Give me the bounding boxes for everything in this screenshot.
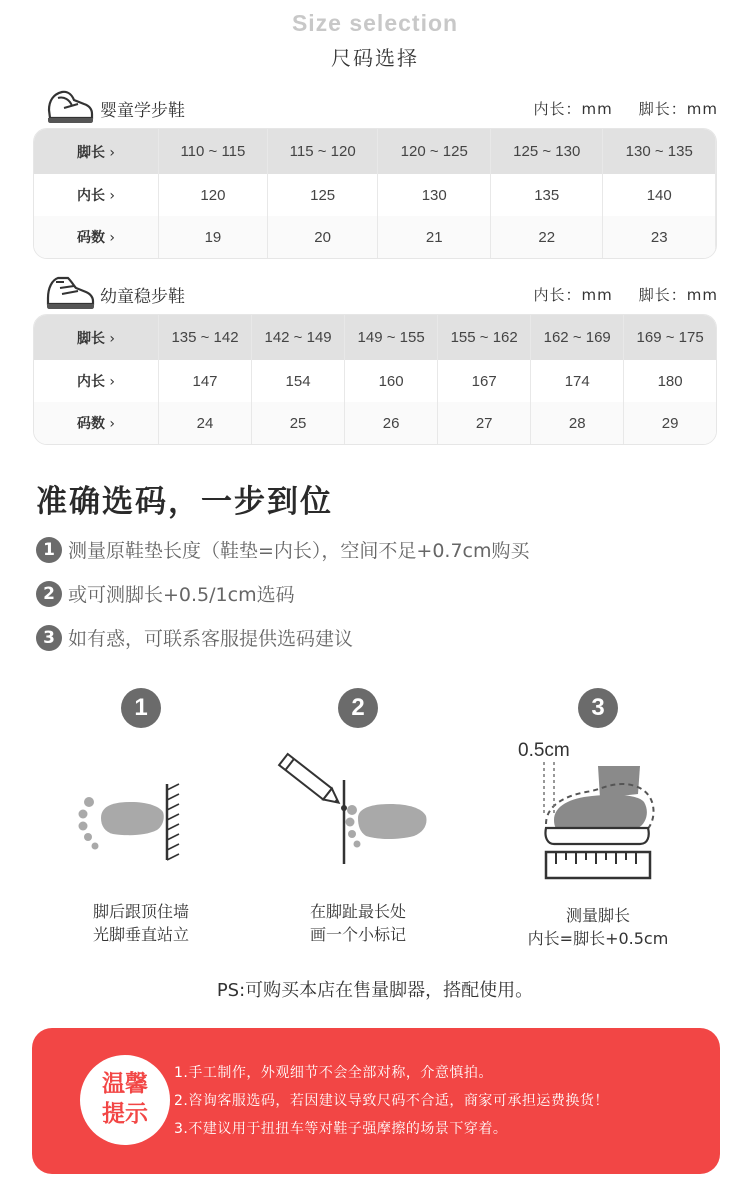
cell: 28 (531, 402, 624, 444)
shoe-ruler-icon (488, 740, 708, 890)
foot-against-wall-icon (31, 740, 251, 890)
cell: 140 (603, 174, 716, 216)
cell: 169 ~ 175 (624, 315, 716, 360)
tip-number: 2 (36, 581, 62, 607)
badge-line: 温馨 (102, 1071, 148, 1097)
measure-label: 0.5cm (518, 740, 570, 761)
notice-item: 1.手工制作，外观细节不会全部对称，介意慎拍。 (174, 1065, 493, 1081)
tip-number: 1 (36, 537, 62, 563)
cell: 130 ~ 135 (603, 129, 716, 174)
cell: 147 (159, 360, 252, 402)
cell: 155 ~ 162 (438, 315, 531, 360)
step-caption (31, 900, 251, 946)
unit-inner: 内长：mm (533, 286, 613, 304)
cell: 120 ~ 125 (378, 129, 491, 174)
step-number: 2 (338, 688, 378, 728)
cell: 167 (438, 360, 531, 402)
cell: 174 (531, 360, 624, 402)
step-number: 3 (578, 688, 618, 728)
unit-foot: 脚长：mm (638, 286, 718, 304)
cell: 29 (624, 402, 716, 444)
row-label: 脚长 › (34, 129, 159, 174)
title-zh: 尺码选择 (331, 46, 419, 70)
caption-line: 在脚趾最长处 (309, 902, 406, 921)
cell: 135 (491, 174, 604, 216)
caption-line: 脚后跟顶住墙 (92, 902, 189, 921)
ps-note: PS:可购买本店在售量脚器，搭配使用。 (216, 980, 534, 1001)
cell: 23 (603, 216, 716, 258)
row-label: 内长 › (34, 174, 159, 216)
cell: 20 (268, 216, 379, 258)
step-1 (31, 688, 251, 958)
tip-item (36, 624, 353, 651)
table-row (34, 315, 716, 360)
cell: 154 (252, 360, 345, 402)
title-en: Size selection (291, 10, 459, 36)
badge-line: 提示 (102, 1101, 148, 1127)
guide-heading: 准确选码，一步到位 (36, 484, 333, 520)
notice-list (174, 1059, 609, 1143)
unit-foot: 脚长：mm (638, 100, 718, 118)
cell: 180 (657, 372, 683, 390)
tip-item (36, 536, 530, 563)
table-row (34, 174, 716, 216)
row-label: 内长 › (34, 360, 159, 402)
cell: 26 (345, 402, 438, 444)
tip-text: 测量原鞋垫长度（鞋垫=内长），空间不足+0.7cm购买 (68, 540, 530, 562)
sneaker-icon (44, 272, 96, 312)
category-name: 婴童学步鞋 (100, 101, 185, 121)
tip-text: 或可测脚长+0.5/1cm选码 (68, 584, 295, 606)
cell: 142 ~ 149 (252, 315, 345, 360)
step-2 (248, 688, 468, 958)
pencil-mark-icon (248, 740, 468, 890)
table-row (34, 360, 716, 402)
row-label: 脚长 › (34, 315, 159, 360)
caption-line: 光脚垂直站立 (92, 925, 189, 944)
row-label: 码数 › (34, 216, 159, 258)
tip-text: 如有惑，可联系客服提供选码建议 (68, 628, 354, 650)
table-row (34, 216, 716, 258)
table-row (34, 402, 716, 444)
units-legend (508, 284, 718, 305)
cell: 27 (438, 402, 531, 444)
cell: 162 ~ 169 (531, 315, 624, 360)
step-3 (488, 688, 708, 958)
cell: 21 (378, 216, 491, 258)
units-legend (508, 98, 718, 119)
baby-shoe-icon (44, 86, 96, 126)
cell: 125 (268, 174, 379, 216)
cell: 120 (159, 174, 268, 216)
cell: 24 (159, 402, 252, 444)
unit-inner: 内长：mm (533, 100, 613, 118)
cell: 110 ~ 115 (159, 129, 268, 174)
table-row (34, 129, 716, 174)
caption-line: 内长=脚长+0.5cm (527, 929, 669, 948)
step-caption (488, 904, 708, 950)
cell: 160 (345, 360, 438, 402)
caption-line: 测量脚长 (565, 906, 630, 925)
category-name: 幼童稳步鞋 (100, 287, 185, 307)
tip-number: 3 (36, 625, 62, 651)
cell: 115 ~ 120 (268, 129, 379, 174)
notice-item: 2.咨询客服选码，若因建议导致尺码不合适，商家可承担运费换货！ (174, 1093, 609, 1109)
notice-badge (80, 1055, 170, 1145)
notice-item: 3.不建议用于扭扭车等对鞋子强摩擦的场景下穿着。 (174, 1121, 508, 1137)
category-row-2 (44, 272, 718, 312)
size-table-2 (33, 314, 717, 445)
size-table-1 (33, 128, 717, 259)
tip-item (36, 580, 295, 607)
cell: 130 (378, 174, 491, 216)
cell: 22 (491, 216, 604, 258)
cell: 135 ~ 142 (159, 315, 252, 360)
cell: 25 (252, 402, 345, 444)
cell: 19 (159, 216, 268, 258)
step-number: 1 (121, 688, 161, 728)
category-row-1 (44, 86, 718, 126)
row-label: 码数 › (34, 402, 159, 444)
caption-line: 画一个小标记 (309, 925, 406, 944)
cell: 149 ~ 155 (345, 315, 438, 360)
step-caption (248, 900, 468, 946)
notice-panel (32, 1028, 720, 1174)
cell: 125 ~ 130 (491, 129, 604, 174)
